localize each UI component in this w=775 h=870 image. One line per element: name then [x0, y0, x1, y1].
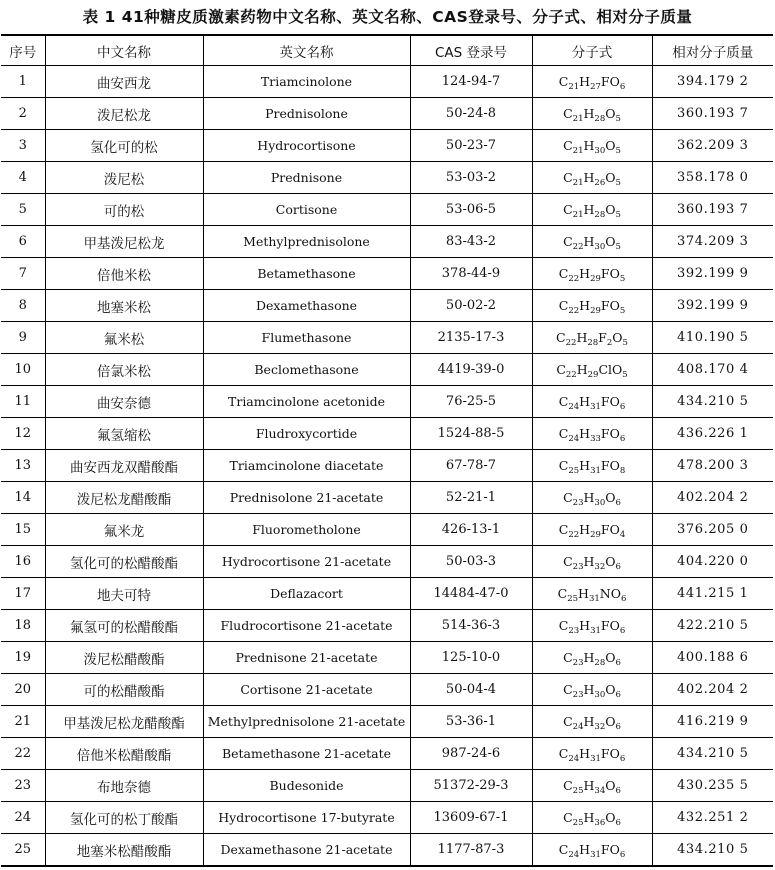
cell-cas: 76-25-5 — [410, 386, 532, 418]
cell-chinese-name: 泼尼松 — [45, 162, 203, 194]
cell-english-name: Hydrocortisone 21-acetate — [203, 546, 410, 578]
cell-chinese-name: 氟氢可的松醋酸酯 — [45, 610, 203, 642]
cell-formula: $C_{25}H_{34}O_6$ — [532, 770, 652, 802]
cell-english-name: Triamcinolone acetonide — [203, 386, 410, 418]
cell-chinese-name: 倍氯米松 — [45, 354, 203, 386]
cell-no: 2 — [1, 98, 45, 130]
cell-formula: $C_{21}H_{30}O_5$ — [532, 130, 652, 162]
header-cas: CAS 登录号 — [410, 35, 532, 66]
cell-no: 17 — [1, 578, 45, 610]
cell-cas: 2135-17-3 — [410, 322, 532, 354]
cell-formula: $C_{23}H_{30}O_6$ — [532, 482, 652, 514]
table-row — [1, 290, 773, 322]
cell-chinese-name: 布地奈德 — [45, 770, 203, 802]
table-row — [1, 354, 773, 386]
cell-no: 20 — [1, 674, 45, 706]
cell-chinese-name: 倍他米松 — [45, 258, 203, 290]
cell-molecular-weight: 402.204 2 — [652, 674, 773, 706]
cell-molecular-weight: 404.220 0 — [652, 546, 773, 578]
cell-formula: $C_{23}H_{28}O_6$ — [532, 642, 652, 674]
cell-molecular-weight: 392.199 9 — [652, 290, 773, 322]
cell-english-name: Triamcinolone diacetate — [203, 450, 410, 482]
cell-no: 25 — [1, 834, 45, 867]
cell-no: 6 — [1, 226, 45, 258]
cell-cas: 378-44-9 — [410, 258, 532, 290]
cell-molecular-weight: 434.210 5 — [652, 738, 773, 770]
cell-formula: $C_{23}H_{31}FO_6$ — [532, 610, 652, 642]
table-row — [1, 450, 773, 482]
cell-chinese-name: 甲基泼尼松龙醋酸酯 — [45, 706, 203, 738]
cell-molecular-weight: 360.193 7 — [652, 194, 773, 226]
header-molecular-weight: 相对分子质量 — [652, 35, 773, 66]
cell-molecular-weight: 410.190 5 — [652, 322, 773, 354]
cell-english-name: Triamcinolone — [203, 66, 410, 98]
cell-cas: 67-78-7 — [410, 450, 532, 482]
cell-molecular-weight: 434.210 5 — [652, 386, 773, 418]
cell-formula: $C_{23}H_{30}O_6$ — [532, 674, 652, 706]
cell-molecular-weight: 416.219 9 — [652, 706, 773, 738]
table-row — [1, 130, 773, 162]
cell-chinese-name: 地夫可特 — [45, 578, 203, 610]
cell-english-name: Hydrocortisone 17-butyrate — [203, 802, 410, 834]
cell-english-name: Flumethasone — [203, 322, 410, 354]
table-row — [1, 610, 773, 642]
cell-chinese-name: 倍他米松醋酸酯 — [45, 738, 203, 770]
cell-formula: $C_{21}H_{26}O_5$ — [532, 162, 652, 194]
cell-chinese-name: 曲安西龙双醋酸酯 — [45, 450, 203, 482]
cell-no: 11 — [1, 386, 45, 418]
cell-chinese-name: 泼尼松龙醋酸酯 — [45, 482, 203, 514]
cell-no: 14 — [1, 482, 45, 514]
table-row — [1, 386, 773, 418]
cell-molecular-weight: 400.188 6 — [652, 642, 773, 674]
cell-chinese-name: 氢化可的松醋酸酯 — [45, 546, 203, 578]
cell-formula: $C_{24}H_{31}FO_6$ — [532, 386, 652, 418]
cell-english-name: Dexamethasone 21-acetate — [203, 834, 410, 867]
cell-chinese-name: 曲安奈德 — [45, 386, 203, 418]
cell-molecular-weight: 434.210 5 — [652, 834, 773, 867]
cell-molecular-weight: 376.205 0 — [652, 514, 773, 546]
cell-no: 13 — [1, 450, 45, 482]
cell-molecular-weight: 441.215 1 — [652, 578, 773, 610]
cell-chinese-name: 氟米松 — [45, 322, 203, 354]
cell-english-name: Dexamethasone — [203, 290, 410, 322]
cell-chinese-name: 甲基泼尼松龙 — [45, 226, 203, 258]
cell-formula: $C_{21}H_{27}FO_6$ — [532, 66, 652, 98]
cell-cas: 53-06-5 — [410, 194, 532, 226]
cell-molecular-weight: 478.200 3 — [652, 450, 773, 482]
cell-cas: 1177-87-3 — [410, 834, 532, 867]
cell-formula: $C_{22}H_{30}O_5$ — [532, 226, 652, 258]
cell-chinese-name: 氢化可的松 — [45, 130, 203, 162]
cell-formula: $C_{22}H_{29}FO_5$ — [532, 258, 652, 290]
cell-molecular-weight: 436.226 1 — [652, 418, 773, 450]
cell-formula: $C_{21}H_{28}O_5$ — [532, 98, 652, 130]
table-row — [1, 322, 773, 354]
cell-chinese-name: 地塞米松醋酸酯 — [45, 834, 203, 867]
cell-chinese-name: 氢化可的松丁酸酯 — [45, 802, 203, 834]
header-no: 序号 — [1, 35, 45, 66]
cell-chinese-name: 地塞米松 — [45, 290, 203, 322]
table-row — [1, 770, 773, 802]
cell-cas: 50-23-7 — [410, 130, 532, 162]
cell-formula: $C_{21}H_{28}O_5$ — [532, 194, 652, 226]
cell-no: 1 — [1, 66, 45, 98]
cell-no: 24 — [1, 802, 45, 834]
cell-english-name: Hydrocortisone — [203, 130, 410, 162]
cell-cas: 124-94-7 — [410, 66, 532, 98]
cell-english-name: Prednisolone 21-acetate — [203, 482, 410, 514]
table-caption: 表 1 41种糖皮质激素药物中文名称、英文名称、CAS登录号、分子式、相对分子质量 — [82, 8, 693, 26]
cell-english-name: Methylprednisolone — [203, 226, 410, 258]
cell-no: 3 — [1, 130, 45, 162]
cell-cas: 4419-39-0 — [410, 354, 532, 386]
table-row — [1, 98, 773, 130]
table-row — [1, 834, 773, 867]
cell-molecular-weight: 402.204 2 — [652, 482, 773, 514]
cell-english-name: Budesonide — [203, 770, 410, 802]
cell-cas: 125-10-0 — [410, 642, 532, 674]
cell-formula: $C_{25}H_{31}NO_6$ — [532, 578, 652, 610]
table-row — [1, 66, 773, 98]
cell-formula: $C_{24}H_{31}FO_6$ — [532, 738, 652, 770]
table-row — [1, 738, 773, 770]
cell-chinese-name: 泼尼松醋酸酯 — [45, 642, 203, 674]
cell-english-name: Deflazacort — [203, 578, 410, 610]
cell-english-name: Prednisone — [203, 162, 410, 194]
cell-no: 12 — [1, 418, 45, 450]
cell-english-name: Fludroxycortide — [203, 418, 410, 450]
cell-cas: 13609-67-1 — [410, 802, 532, 834]
cell-chinese-name: 可的松 — [45, 194, 203, 226]
cell-english-name: Cortisone 21-acetate — [203, 674, 410, 706]
cell-cas: 53-03-2 — [410, 162, 532, 194]
table-row — [1, 578, 773, 610]
cell-english-name: Prednisone 21-acetate — [203, 642, 410, 674]
table-row — [1, 514, 773, 546]
table-row — [1, 418, 773, 450]
header-row — [1, 35, 773, 66]
header-chinese-name: 中文名称 — [45, 35, 203, 66]
cell-formula: $C_{22}H_{29}FO_5$ — [532, 290, 652, 322]
table-body — [1, 66, 773, 867]
cell-no: 8 — [1, 290, 45, 322]
cell-chinese-name: 氟米龙 — [45, 514, 203, 546]
cell-molecular-weight: 432.251 2 — [652, 802, 773, 834]
cell-chinese-name: 曲安西龙 — [45, 66, 203, 98]
glucocorticoid-table — [1, 34, 773, 867]
cell-chinese-name: 泼尼松龙 — [45, 98, 203, 130]
table-row — [1, 642, 773, 674]
cell-formula: $C_{24}H_{33}FO_6$ — [532, 418, 652, 450]
cell-molecular-weight: 394.179 2 — [652, 66, 773, 98]
table-row — [1, 258, 773, 290]
cell-english-name: Betamethasone 21-acetate — [203, 738, 410, 770]
table-row — [1, 802, 773, 834]
cell-molecular-weight: 360.193 7 — [652, 98, 773, 130]
cell-no: 23 — [1, 770, 45, 802]
cell-cas: 514-36-3 — [410, 610, 532, 642]
cell-no: 19 — [1, 642, 45, 674]
cell-cas: 1524-88-5 — [410, 418, 532, 450]
cell-formula: $C_{24}H_{31}FO_6$ — [532, 834, 652, 867]
table-row — [1, 226, 773, 258]
cell-no: 22 — [1, 738, 45, 770]
cell-no: 18 — [1, 610, 45, 642]
header-formula: 分子式 — [532, 35, 652, 66]
cell-cas: 83-43-2 — [410, 226, 532, 258]
cell-cas: 52-21-1 — [410, 482, 532, 514]
table-row — [1, 674, 773, 706]
cell-formula: $C_{25}H_{36}O_6$ — [532, 802, 652, 834]
cell-formula: $C_{22}H_{29}ClO_5$ — [532, 354, 652, 386]
header-english-name: 英文名称 — [203, 35, 410, 66]
cell-formula: $C_{25}H_{31}FO_8$ — [532, 450, 652, 482]
cell-molecular-weight: 422.210 5 — [652, 610, 773, 642]
cell-molecular-weight: 430.235 5 — [652, 770, 773, 802]
cell-cas: 50-24-8 — [410, 98, 532, 130]
cell-chinese-name: 氟氢缩松 — [45, 418, 203, 450]
cell-cas: 53-36-1 — [410, 706, 532, 738]
cell-english-name: Methylprednisolone 21-acetate — [203, 706, 410, 738]
cell-english-name: Prednisolone — [203, 98, 410, 130]
cell-no: 10 — [1, 354, 45, 386]
cell-cas: 987-24-6 — [410, 738, 532, 770]
cell-english-name: Cortisone — [203, 194, 410, 226]
cell-english-name: Betamethasone — [203, 258, 410, 290]
cell-cas: 50-02-2 — [410, 290, 532, 322]
cell-molecular-weight: 374.209 3 — [652, 226, 773, 258]
cell-molecular-weight: 358.178 0 — [652, 162, 773, 194]
cell-no: 21 — [1, 706, 45, 738]
cell-no: 4 — [1, 162, 45, 194]
cell-cas: 426-13-1 — [410, 514, 532, 546]
cell-formula: $C_{22}H_{28}F_2O_5$ — [532, 322, 652, 354]
cell-no: 15 — [1, 514, 45, 546]
cell-no: 16 — [1, 546, 45, 578]
cell-formula: $C_{23}H_{32}O_6$ — [532, 546, 652, 578]
table-row — [1, 162, 773, 194]
cell-molecular-weight: 408.170 4 — [652, 354, 773, 386]
cell-molecular-weight: 392.199 9 — [652, 258, 773, 290]
cell-cas: 50-04-4 — [410, 674, 532, 706]
cell-formula: $C_{24}H_{32}O_6$ — [532, 706, 652, 738]
cell-no: 9 — [1, 322, 45, 354]
cell-cas: 51372-29-3 — [410, 770, 532, 802]
table-row — [1, 194, 773, 226]
cell-no: 7 — [1, 258, 45, 290]
cell-english-name: Fludrocortisone 21-acetate — [203, 610, 410, 642]
cell-molecular-weight: 362.209 3 — [652, 130, 773, 162]
table-row — [1, 706, 773, 738]
cell-cas: 50-03-3 — [410, 546, 532, 578]
cell-cas: 14484-47-0 — [410, 578, 532, 610]
cell-formula: $C_{22}H_{29}FO_4$ — [532, 514, 652, 546]
cell-no: 5 — [1, 194, 45, 226]
table-row — [1, 546, 773, 578]
cell-chinese-name: 可的松醋酸酯 — [45, 674, 203, 706]
cell-english-name: Fluorometholone — [203, 514, 410, 546]
table-row — [1, 482, 773, 514]
cell-english-name: Beclomethasone — [203, 354, 410, 386]
